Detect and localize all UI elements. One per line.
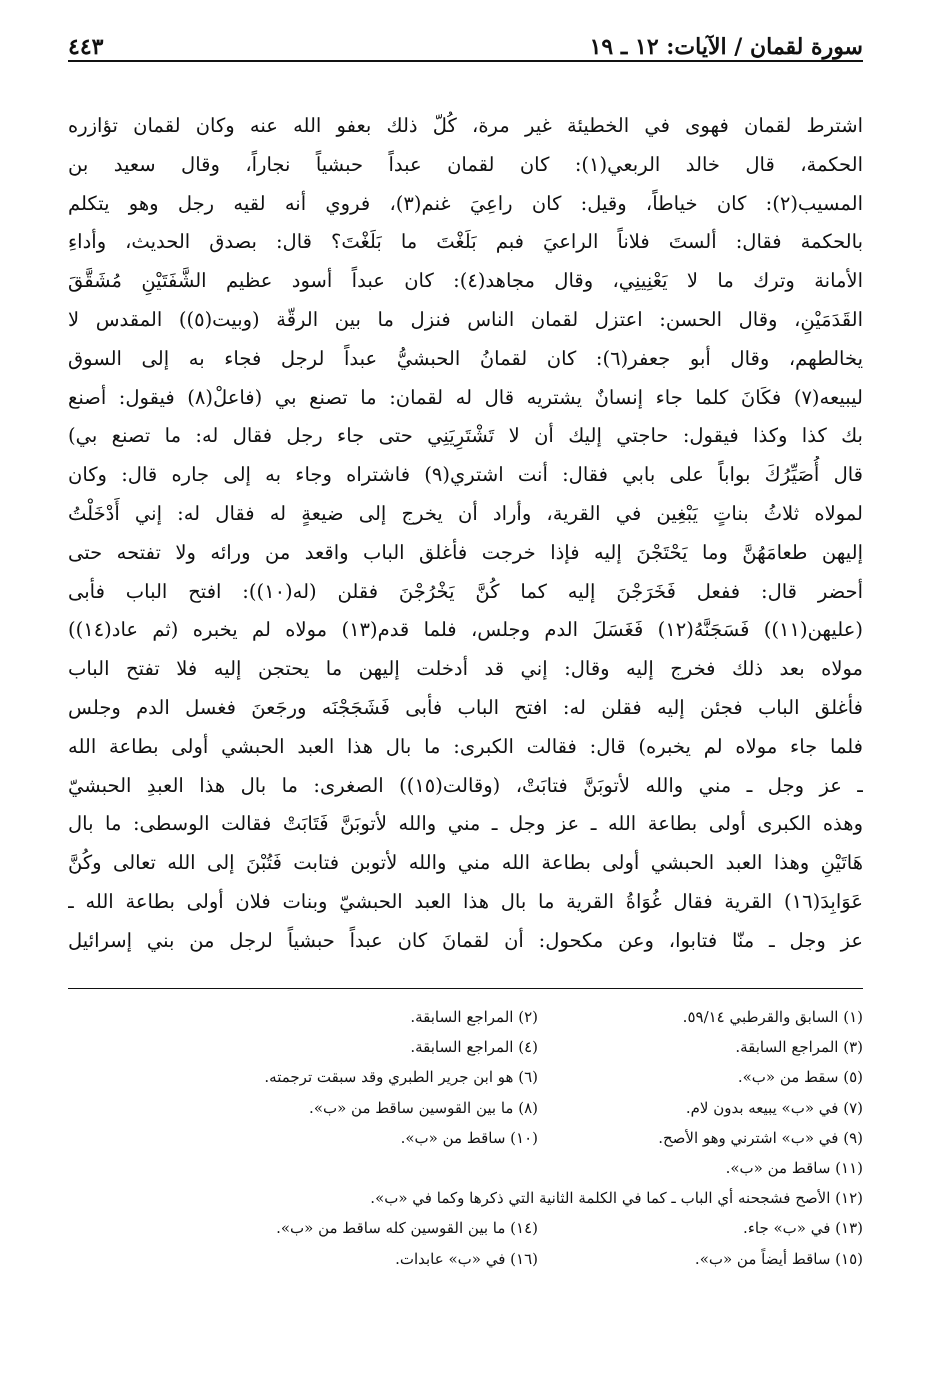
footnote: (١) السابق والقرطبي ٥٩/١٤.	[682, 1008, 863, 1026]
text-line: المسيب(٢): كان خياطاً، وقيل: كان راعِيَ غنم(٣)، فروي أنه لقيه رجل وهو يتكلم	[68, 191, 863, 215]
footnote: (١٣) في «ب» جاء.	[743, 1219, 863, 1238]
text-line: اشترط لقمان فهوى في الخطيئة غير مرة، كُلّ ذلك بعفو الله عنه وكان لقمان تؤازره	[68, 114, 863, 137]
text-line: الأمانة وترك ما لا يَعْنِينِي، وقال مجاهد(٤): كان عبداً أسود عظيم الشَّفَتَيْنِ مُشَقَّقَ	[68, 269, 863, 293]
text-line: وهذه الكبرى أولى بطاعة الله ـ عز وجل ـ مني والله لأتوبَنَّ فَتَابَتْ فقالت الوسطى: ما بال	[68, 812, 863, 836]
footnote: (١٤) ما بين القوسين كله ساقط من «ب».	[276, 1219, 538, 1238]
footnote: (٤) المراجع السابقة.	[410, 1038, 538, 1057]
footnote-row	[68, 1062, 863, 1092]
running-title: سورة لقمان / الآيات: ١٢ ـ ١٩	[589, 34, 863, 60]
footnote-row	[68, 1093, 863, 1123]
text-line: القَدَمَيْنِ، وقال الحسن: اعتزل لقمان الناس فنزل ما بين الرقّة (وبيت(٥)) المقدس لا	[68, 307, 863, 331]
footnote: (٣) المراجع السابقة.	[735, 1038, 863, 1057]
text-line: فلما جاء مولاه لم يخبره) قال: فقالت الكبرى: ما بال هذا العبد الحبشي أولى بطاعة الله	[68, 734, 863, 758]
text-line: الحكمة، قال خالد الربعي(١): كان لقمان عبداً حبشياً نجاراً، وقال سعيد بن	[68, 152, 863, 176]
footnote-row	[68, 1244, 863, 1274]
footnote: (١٢) الأصح فشجحنه أي الباب ـ كما في الكلمة الثانية التي ذكرها وكما في «ب».	[370, 1189, 863, 1208]
text-line: هَاتَيْنِ وهذا العبد الحبشي أولى بطاعة الله مني والله لأتوبن فتابت فَتُبْنَ إلى الله تعالى وكُنَّ	[68, 851, 863, 875]
footnote-row	[68, 1002, 863, 1032]
text-line: قال أُصَيِّرُكَ بواباً على بابي فقال: أنت اشتري(٩) فاشتراه وجاء به إلى جاره قال: وكان	[68, 463, 863, 487]
text-line: (عليهن(١١)) فَسَجَنَّهُ(١٢) فَغَسَلَ الدم وجلس، فلما قدم(١٣) مولاه لم يخبره (ثم عاد(١٤))	[68, 618, 863, 642]
footnote-row	[68, 1123, 863, 1153]
text-line: عز وجل ـ منّا فتابوا، وعن مكحول: أن لقمانَ كان عبداً حبشياً لرجل من بني إسرائيل	[68, 928, 863, 952]
footnote-rule	[68, 988, 863, 989]
footnote: (٨) ما بين القوسين ساقط من «ب».	[309, 1098, 538, 1117]
footnote-row	[68, 1183, 863, 1213]
text-line: ـ عز وجل ـ مني والله لأتوبَنَّ فتابَتْ، (وقالت(١٥)) الصغرى: ما بال هذا العبدِ الحبشيّ	[68, 773, 863, 797]
text-line: لمولاه ثلاثُ بناتٍ يَبْغِين في القرية، وأراد أن يخرج إلى ضيعةٍ له فقال له: إني أَدْخَلْتُ	[68, 501, 863, 525]
footnote: (١٠) ساقط من «ب».	[400, 1128, 538, 1147]
text-line: ليبيعه(٧) فكَانَ كلما جاء إنسانٌ يشتريه قال له لقمان: ما تصنع بي (فاعلْ(٨) فيقول: أصنع	[68, 385, 863, 409]
text-line: فأغلق الباب فجئن إليه فقلن له: افتح الباب فأبى فَشَجَجْنَه ورجَعنَ فغسل الدم وجلس	[68, 695, 863, 719]
footnote-row	[68, 1153, 863, 1183]
footnote: (١٥) ساقط أيضاً من «ب».	[694, 1249, 863, 1268]
text-line: بك كذا وكذا فيقول: حاجتي إليك أن لا تَشْتَرِيَنِي حتى جاء رجل فقال له: ما تصنع بي)	[68, 424, 863, 448]
page-number: ٤٤٣	[68, 34, 104, 60]
footnotes	[68, 1002, 863, 1274]
footnote: (٥) سقط من «ب».	[737, 1068, 863, 1087]
footnote: (١٦) في «ب» عابدات.	[395, 1249, 538, 1268]
footnote: (٩) في «ب» اشترني وهو الأصح.	[658, 1128, 863, 1147]
footnote: (٧) في «ب» يبيعه بدون لام.	[685, 1098, 863, 1117]
page-header	[68, 34, 863, 68]
text-line: يخالطهم، وقال أبو جعفر(٦): كان لقمانُ الحبشيُّ عبداً لرجل فجاء به إلى السوق	[68, 346, 863, 370]
text-line: عَوَابِدَ(١٦) القرية فقال غُوَاةُ القرية ما بال هذا العبد الحبشيّ وبنات فلان أولى بطاعة الله ـ	[68, 889, 863, 913]
footnote: (١١) ساقط من «ب».	[725, 1158, 863, 1177]
footnote: (٦) هو ابن جرير الطبري وقد سبقت ترجمته.	[264, 1068, 538, 1087]
text-line: بالحكمة فقال: ألستَ فلاناً الراعيَ فبم بَلَغْتَ ما بَلَغْتَ؟ قال: بصدق الحديث، وأداءِ	[68, 230, 863, 254]
main-text	[68, 107, 863, 961]
text-line: أحضر قال: ففعل فَخَرَجْنَ إليه كما كُنَّ يَخْرُجْنَ فقلن (له(١٠)): افتح الباب فأبى	[68, 579, 863, 603]
header-rule	[68, 60, 863, 62]
text-line: مولاه بعد ذلك فخرج إليه وقال: إني قد أدخلت إليهن ما يحتجن إليه فلا تفتح الباب	[68, 657, 863, 681]
text-line: إليهن طعامَهُنَّ وما يَحْتَجْنَ إليه فإذا خرجت فأغلق الباب واقعد من ورائه ولا تفتحه حتى	[68, 540, 863, 564]
footnote-row	[68, 1213, 863, 1243]
footnote-row	[68, 1032, 863, 1062]
footnote: (٢) المراجع السابقة.	[410, 1008, 538, 1026]
